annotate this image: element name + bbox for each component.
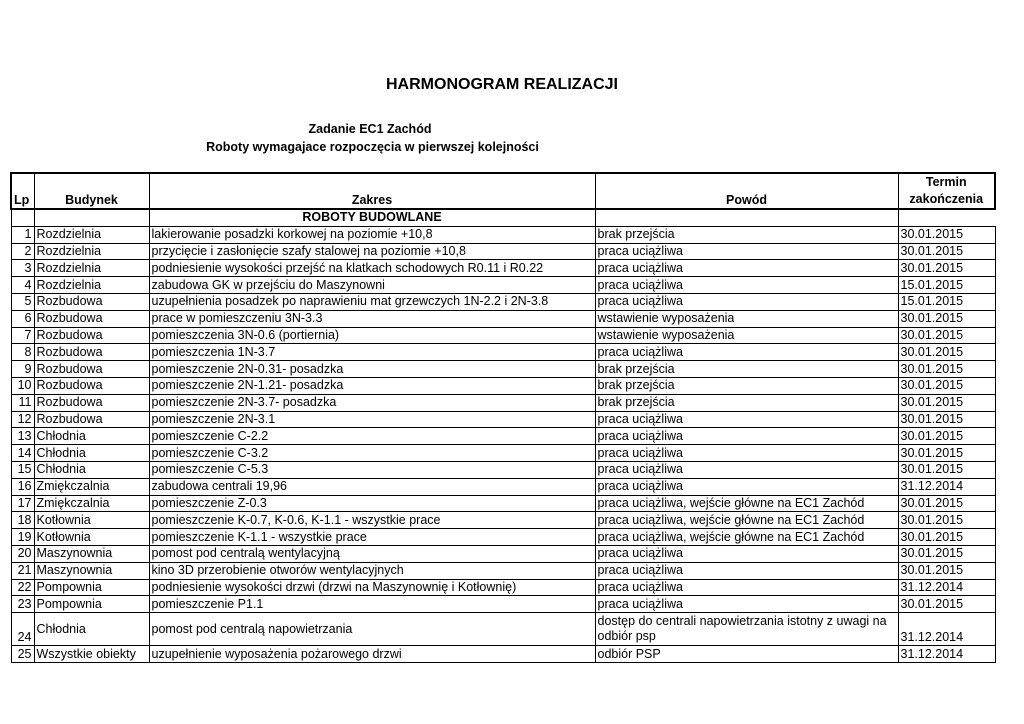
- cell-budynek: Rozbudowa: [34, 310, 149, 327]
- cell-termin: 30.01.2015: [898, 361, 995, 378]
- section-empty-cell: [11, 209, 34, 226]
- cell-budynek: Rozbudowa: [34, 377, 149, 394]
- cell-lp: 23: [11, 596, 34, 613]
- table-row: [11, 344, 995, 361]
- cell-zakres: pomieszczenie Z-0.3: [149, 495, 595, 512]
- cell-termin: 30.01.2015: [898, 445, 995, 462]
- cell-lp: 10: [11, 377, 34, 394]
- cell-lp: 11: [11, 394, 34, 411]
- cell-budynek: Chłodnia: [34, 613, 149, 646]
- cell-zakres: pomieszczenie 2N-3.1: [149, 411, 595, 428]
- cell-zakres: prace w pomieszczeniu 3N-3.3: [149, 310, 595, 327]
- cell-powod: dostęp do centrali napowietrzania istotny z uwagi na odbiór psp: [595, 613, 898, 646]
- header-lp: Lp: [11, 173, 34, 209]
- cell-powod: brak przejścia: [595, 361, 898, 378]
- cell-termin: 31.12.2014: [898, 646, 995, 663]
- cell-zakres: kino 3D przerobienie otworów wentylacyjnych: [149, 562, 595, 579]
- cell-powod: brak przejścia: [595, 394, 898, 411]
- cell-lp: 14: [11, 445, 34, 462]
- cell-budynek: Chłodnia: [34, 445, 149, 462]
- cell-powod: praca uciążliwa: [595, 344, 898, 361]
- cell-zakres: zabudowa centrali 19,96: [149, 478, 595, 495]
- cell-zakres: zabudowa GK w przejściu do Maszynowni: [149, 277, 595, 294]
- section-title: ROBOTY BUDOWLANE: [149, 209, 595, 226]
- table-row: [11, 646, 995, 663]
- cell-powod: wstawienie wyposażenia: [595, 327, 898, 344]
- cell-powod: praca uciążliwa, wejście główne na EC1 Zachód: [595, 512, 898, 529]
- section-row: [11, 209, 995, 226]
- cell-lp: 15: [11, 461, 34, 478]
- header-powod: Powód: [595, 173, 898, 209]
- cell-termin: 30.01.2015: [898, 562, 995, 579]
- cell-termin: 31.12.2014: [898, 478, 995, 495]
- cell-termin: 30.01.2015: [898, 394, 995, 411]
- schedule-table: [10, 172, 996, 663]
- cell-budynek: Kotłownia: [34, 529, 149, 546]
- cell-budynek: Rozdzielnia: [34, 226, 149, 243]
- cell-lp: 16: [11, 478, 34, 495]
- cell-lp: 12: [11, 411, 34, 428]
- cell-zakres: pomost pod centralą napowietrzania: [149, 613, 595, 646]
- table-header-row: [11, 173, 995, 209]
- cell-powod: praca uciążliwa: [595, 579, 898, 596]
- cell-termin: 30.01.2015: [898, 545, 995, 562]
- cell-powod: praca uciążliwa: [595, 277, 898, 294]
- cell-lp: 6: [11, 310, 34, 327]
- cell-zakres: pomieszczenie C-3.2: [149, 445, 595, 462]
- cell-powod: praca uciążliwa, wejście główne na EC1 Zachód: [595, 529, 898, 546]
- header-zakres: Zakres: [149, 173, 595, 209]
- table-row: [11, 445, 995, 462]
- section-empty-cell: [34, 209, 149, 226]
- cell-zakres: pomieszczenia 3N-0.6 (portiernia): [149, 327, 595, 344]
- cell-powod: praca uciążliwa: [595, 428, 898, 445]
- table-row: [11, 562, 995, 579]
- table-row: [11, 596, 995, 613]
- cell-powod: praca uciążliwa: [595, 478, 898, 495]
- cell-lp: 4: [11, 277, 34, 294]
- table-row: [11, 226, 995, 243]
- cell-termin: 30.01.2015: [898, 310, 995, 327]
- cell-termin: 15.01.2015: [898, 293, 995, 310]
- cell-zakres: pomieszczenie K-0.7, K-0.6, K-1.1 - wszystkie prace: [149, 512, 595, 529]
- cell-budynek: Rozbudowa: [34, 361, 149, 378]
- cell-zakres: podniesienie wysokości drzwi (drzwi na Maszynownię i Kotłownię): [149, 579, 595, 596]
- cell-powod: praca uciążliwa: [595, 243, 898, 260]
- cell-termin: 30.01.2015: [898, 327, 995, 344]
- cell-budynek: Rozdzielnia: [34, 243, 149, 260]
- task-subtitle: Zadanie EC1 Zachód: [308, 122, 432, 136]
- cell-termin: 15.01.2015: [898, 277, 995, 294]
- cell-termin: 30.01.2015: [898, 428, 995, 445]
- cell-lp: 21: [11, 562, 34, 579]
- cell-zakres: uzupełnienie wyposażenia pożarowego drzwi: [149, 646, 595, 663]
- cell-zakres: uzupełnienia posadzek po naprawieniu mat grzewczych 1N-2.2 i 2N-3.8: [149, 293, 595, 310]
- table-row: [11, 461, 995, 478]
- cell-budynek: Zmiękczalnia: [34, 478, 149, 495]
- cell-lp: 17: [11, 495, 34, 512]
- cell-lp: 19: [11, 529, 34, 546]
- cell-budynek: Maszynownia: [34, 545, 149, 562]
- cell-budynek: Maszynownia: [34, 562, 149, 579]
- cell-budynek: Rozbudowa: [34, 344, 149, 361]
- cell-lp: 1: [11, 226, 34, 243]
- cell-budynek: Rozdzielnia: [34, 277, 149, 294]
- table-row: [11, 327, 995, 344]
- cell-lp: 22: [11, 579, 34, 596]
- table-row: [11, 579, 995, 596]
- table-row: [11, 495, 995, 512]
- cell-zakres: przycięcie i zasłonięcie szafy stalowej na poziomie +10,8: [149, 243, 595, 260]
- cell-termin: 31.12.2014: [898, 579, 995, 596]
- table-row: [11, 428, 995, 445]
- cell-lp: 25: [11, 646, 34, 663]
- table-row: [11, 411, 995, 428]
- cell-termin: 30.01.2015: [898, 411, 995, 428]
- cell-powod: brak przejścia: [595, 226, 898, 243]
- cell-lp: 5: [11, 293, 34, 310]
- cell-budynek: Pompownia: [34, 579, 149, 596]
- cell-lp: 20: [11, 545, 34, 562]
- cell-zakres: pomieszczenie 2N-3.7- posadzka: [149, 394, 595, 411]
- cell-termin: 30.01.2015: [898, 243, 995, 260]
- cell-budynek: Pompownia: [34, 596, 149, 613]
- cell-lp: 3: [11, 260, 34, 277]
- cell-zakres: lakierowanie posadzki korkowej na poziomie +10,8: [149, 226, 595, 243]
- cell-lp: 2: [11, 243, 34, 260]
- table-row: [11, 394, 995, 411]
- table-row: [11, 478, 995, 495]
- cell-lp: 8: [11, 344, 34, 361]
- cell-termin: 30.01.2015: [898, 529, 995, 546]
- cell-zakres: pomost pod centralą wentylacyjną: [149, 545, 595, 562]
- cell-lp: 13: [11, 428, 34, 445]
- table-row: [11, 529, 995, 546]
- cell-powod: brak przejścia: [595, 377, 898, 394]
- cell-powod: praca uciążliwa, wejście główne na EC1 Zachód: [595, 495, 898, 512]
- cell-budynek: Rozbudowa: [34, 411, 149, 428]
- cell-powod: praca uciążliwa: [595, 562, 898, 579]
- cell-lp: 24: [11, 613, 34, 646]
- cell-termin: 30.01.2015: [898, 512, 995, 529]
- cell-termin: 30.01.2015: [898, 344, 995, 361]
- cell-lp: 9: [11, 361, 34, 378]
- cell-budynek: Rozbudowa: [34, 394, 149, 411]
- cell-zakres: pomieszczenie C-2.2: [149, 428, 595, 445]
- cell-powod: praca uciążliwa: [595, 260, 898, 277]
- cell-budynek: Zmiękczalnia: [34, 495, 149, 512]
- cell-budynek: Rozbudowa: [34, 293, 149, 310]
- cell-powod: praca uciążliwa: [595, 545, 898, 562]
- cell-zakres: podniesienie wysokości przejść na klatkach schodowych R0.11 i R0.22: [149, 260, 595, 277]
- table-row: [11, 512, 995, 529]
- cell-budynek: Chłodnia: [34, 428, 149, 445]
- table-row: [11, 243, 995, 260]
- cell-zakres: pomieszczenie 2N-1.21- posadzka: [149, 377, 595, 394]
- cell-budynek: Rozdzielnia: [34, 260, 149, 277]
- cell-termin: 30.01.2015: [898, 226, 995, 243]
- table-row: [11, 361, 995, 378]
- cell-budynek: Kotłownia: [34, 512, 149, 529]
- cell-termin: 30.01.2015: [898, 461, 995, 478]
- cell-budynek: Wszystkie obiekty: [34, 646, 149, 663]
- cell-powod: wstawienie wyposażenia: [595, 310, 898, 327]
- cell-zakres: pomieszczenie 2N-0.31- posadzka: [149, 361, 595, 378]
- section-empty-cell: [898, 209, 995, 226]
- header-budynek: Budynek: [34, 173, 149, 209]
- cell-termin: 30.01.2015: [898, 495, 995, 512]
- table-row: [11, 613, 995, 646]
- table-row: [11, 293, 995, 310]
- cell-powod: praca uciążliwa: [595, 293, 898, 310]
- scope-subtitle: Roboty wymagajace rozpoczęcia w pierwszej kolejności: [206, 140, 539, 154]
- cell-zakres: pomieszczenia 1N-3.7: [149, 344, 595, 361]
- cell-termin: 30.01.2015: [898, 596, 995, 613]
- document-title: HARMONOGRAM REALIZACJI: [386, 76, 618, 93]
- cell-lp: 7: [11, 327, 34, 344]
- header-termin: Termin zakończenia: [898, 173, 995, 209]
- cell-lp: 18: [11, 512, 34, 529]
- cell-powod: praca uciążliwa: [595, 411, 898, 428]
- cell-budynek: Chłodnia: [34, 461, 149, 478]
- cell-termin: 31.12.2014: [898, 613, 995, 646]
- cell-powod: odbiór PSP: [595, 646, 898, 663]
- table-row: [11, 260, 995, 277]
- section-empty-cell: [595, 209, 898, 226]
- cell-termin: 30.01.2015: [898, 377, 995, 394]
- table-row: [11, 377, 995, 394]
- cell-zakres: pomieszczenie P1.1: [149, 596, 595, 613]
- table-row: [11, 310, 995, 327]
- cell-powod: praca uciążliwa: [595, 461, 898, 478]
- cell-termin: 30.01.2015: [898, 260, 995, 277]
- table-row: [11, 277, 995, 294]
- cell-zakres: pomieszczenie C-5.3: [149, 461, 595, 478]
- cell-zakres: pomieszczenie K-1.1 - wszystkie prace: [149, 529, 595, 546]
- cell-budynek: Rozbudowa: [34, 327, 149, 344]
- cell-powod: praca uciążliwa: [595, 596, 898, 613]
- table-row: [11, 545, 995, 562]
- cell-powod: praca uciążliwa: [595, 445, 898, 462]
